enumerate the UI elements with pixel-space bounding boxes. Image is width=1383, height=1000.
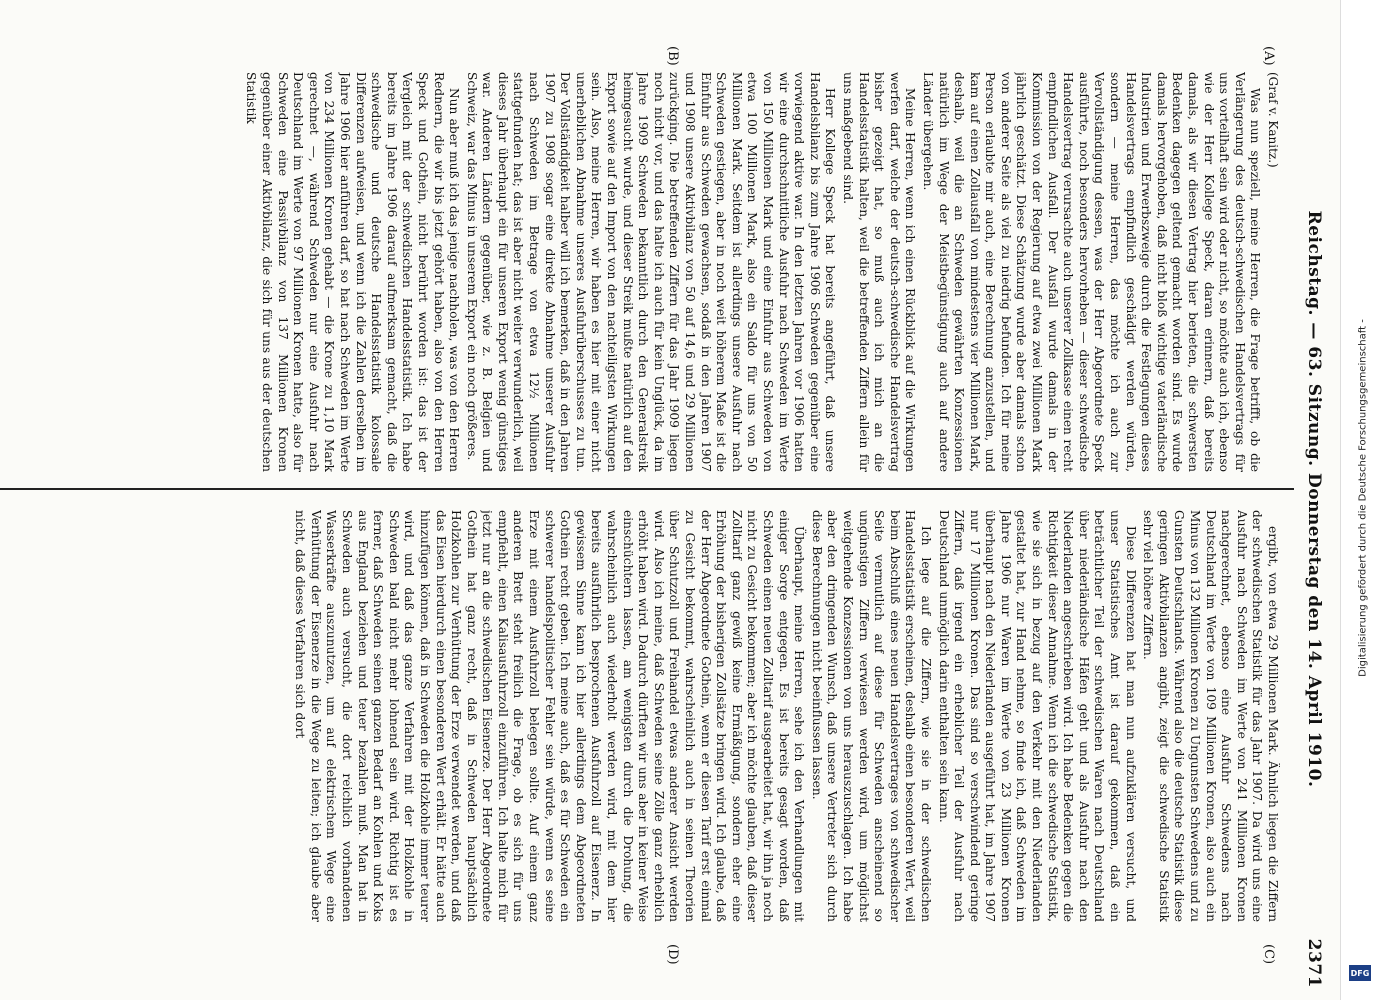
- paragraph: Was nun speziell, meine Herren, die Frage betrifft, ob die Verlängerung des deutsch-schwedischen Handelsvertrags für uns vorteilhaft sein wird oder nicht, so möchte auch ich, ebenso wie der Herr Kollege Speck, daran erinnern, daß bereits damals, als wir diesen Vertrag hier berieten, die schwersten Bedenken dagegen geltend gemacht worden sind. Es wurde damals hervorgehoben, daß nicht bloß wichtige vaterländische Industrien und Erwerbszweige durch die Festlegungen dieses Handelsvertrags empfindlich geschädigt werden würden, sondern — meine Herren, das möchte ich auch zur Vervollständigung dessen, was der Herr Abgeordnete Speck ausführte, noch besonders hervorheben — dieser schwedische Handelsvertrag verursachte auch unserer Zollkasse einen recht empfindlichen Ausfall. Der Ausfall wurde damals in der Kommission von der Regierung auf etwa zwei Millionen Mark jährlich geschätzt. Diese Schätzung wurde aber damals schon von anderer Seite als viel zu niedrig befunden. Ich für meine Person erlaubte mir auch, eine Berechnung anzustellen, und kam auf einen Zollausfall von mindestens vier Millionen Mark, deshalb, weil die an Schweden gewährten Konzessionen natürlich im Wege der Meistbegünstigung auch auf andere Länder übergehen.: [920, 72, 1263, 472]
- left-text-column: [0, 72, 1280, 472]
- column-divider: [0, 488, 1294, 490]
- paragraph: ergibt, von etwa 29 Millionen Mark. Ähnlich liegen die Ziffern der schwedischen Statistik für das Jahr 1907. Da wird uns eine Ausfuhr nach Schweden im Werte von 241 Millionen Kronen nachgerechnet, ebenso eine Ausfuhr Schwedens nach Deutschland im Werte von 109 Millionen Kronen, also auch ein Minus von 132 Millionen Kronen zu Ungunsten Schwedens und zu Gunsten Deutschlands. Während also die deutsche Statistik diese geringen Aktivbilanzen angibt, zeigt die schwedische Statistik sehr viel höhere Ziffern.: [1141, 510, 1280, 922]
- margin-letter-d: (D): [665, 944, 680, 965]
- speaker-label: (Graf v. Kanitz.): [1266, 72, 1280, 168]
- page-number: 2371: [1304, 938, 1324, 988]
- margin-letter-c: (C): [1261, 944, 1276, 965]
- dfg-credit-text: Digitalisierung gefördert durch die Deutsche Forschungsgemeinschaft -: [1357, 319, 1369, 677]
- paragraph: Herr Kollege Speck hat bereits angeführt, daß unsere Handelsbilanz bis zum Jahre 1906 Schweden gegenüber eine vorwiegend aktive war. In den letzten Jahren vor 1906 hatten wir eine durchschnittliche Ausfuhr nach Schweden im Werte von 150 Millionen Mark und eine Einfuhr aus Schweden von etwa 100 Millionen Mark, also ein Saldo für uns von 50 Millionen Mark. Seitdem ist allerdings unsere Ausfuhr nach Schweden gestiegen, aber in noch weit höherem Maße ist die Einfuhr aus Schweden gewachsen, sodaß in den Jahren 1907 und 1908 unsere Aktivbilanz von 50 auf 14,6 und 29 Millionen zurückging. Die betreffenden Ziffern für das Jahr 1909 liegen noch nicht vor, und das halte ich auch für kein Unglück, da im Jahre 1909 Schweden bekanntlich durch den Generalstreik heimgesucht wurde, und dieser Streik mußte natürlich auf den Export sowie auf den Import von den nachteiligsten Wirkungen sein. Also, meine Herren, wir haben es hier mit einer nicht unerheblichen Abnahme unseres Ausfuhrüberschusses zu tun. Der Vollständigkeit halber will ich bemerken, daß in den Jahren 1907 zu 1908 sogar eine direkte Abnahme unserer Ausfuhr nach Schweden im Betrage von etwa 12½ Millionen stattgefunden hat; das ist aber nicht weiter verwunderlich, weil dieses Jahr überhaupt ein für unseren Export wenig günstiges war. Anderen Ländern gegenüber, wie z. B. Belgien und Schweiz, war das Minus in unserem Export ein noch größeres.: [464, 72, 838, 472]
- digitization-credit-strip: [1340, 0, 1383, 1000]
- right-text-column: [0, 510, 1280, 922]
- page-header: [1298, 10, 1326, 988]
- dfg-logo: DFG: [1349, 965, 1371, 981]
- paragraph: Ich lege auf die Ziffern, wie sie in der schwedischen Handelsstatistik erscheinen, deshalb einen besonderen Wert, weil beim Abschluß eines neuen Handelsvertrages von schwedischer Seite vermutlich auf diese für Schweden anscheinend so ungünstigen Ziffern verwiesen werden wird, um möglichst weitgehende Konzessionen von uns herauszuschlagen. Ich habe aber den dringenden Wunsch, daß unsere Vertreter sich durch diese Berechnungen nicht beeinflussen lassen.: [809, 510, 933, 922]
- paragraph: Meine Herren, wenn ich einen Rückblick auf die Wirkungen werfen darf, welche der deutsch-schwedische Handelsvertrag bisher gezeigt hat, so muß auch ich mich an die Handelsstatistik halten, weil die betreffenden Ziffern allein für uns maßgebend sind.: [840, 72, 918, 472]
- page-title: Reichstag. — 63. Sitzung. Donnerstag den 14. April 1910.: [1304, 210, 1324, 788]
- paragraph: Überhaupt, meine Herren, sehe ich den Verhandlungen mit einiger Sorge entgegen. Es ist bereits gesagt worden, daß Schweden einen neuen Zolltarif ausgearbeitet hat, wir ihn ja noch nicht zu Gesicht bekommen; aber ich möchte glauben, daß dieser Zolltarif ganz gewiß keine Ermäßigung, sondern eher eine Erhöhung der bisherigen Zollsätze bringen wird. Ich glaube, daß der Herr Abgeordnete Gothein, wenn er diesen Tarif erst einmal zu Gesicht bekommt, wahrscheinlich auch in seinen Theorien über Schutzzoll und Freihandel etwas anderer Ansicht werden wird. Also ich meine, daß Schweden seine Zölle ganz erheblich erhöht haben wird. Dadurch dürften wir uns aber in keiner Weise einschüchtern lassen, am wenigsten durch die Drohung, die wahrscheinlich auch wiederholt werden wird, mit dem hier bereits ausführlich besprochenen Ausfuhrzoll auf Eisenerz. In gewissem Sinne kann ich hier allerdings dem Abgeordneten Gothein recht geben. Ich meine auch, daß es für Schweden ein schwerer handelspolitischer Fehler sein würde, wenn es seine Erze mit einem Ausfuhrzoll belegen sollte. Auf einem ganz anderen Brett steht freilich die Frage, ob es sich für uns empfiehlt, einen Kalisausfuhrzoll einzuführen. Ich halte mich für jetzt nur an die schwedischen Eisenerze. Der Herr Abgeordnete Gothein hat ganz recht, daß in Schweden hauptsächlich Holzkohlen zur Verhüttung der Erze verwendet werden, und daß das Eisen hierdurch einen besonderen Wert erhält. Er hätte auch hinzufügen können, daß in Schweden die Holzkohle immer teurer wird, und daß das ganze Verfahren mit der Holzkohle in Schweden bald nicht mehr lohnend sein wird. Richtig ist es ferner, daß Schweden seinen ganzen Bedarf an Kohlen und Koks aus England beziehen und teuer bezahlen muß. Man hat in Schweden auch versucht, die dort reichlich vorhandenen Wasserkräfte auszunutzen, um auf elektrischem Wege eine Verhüttung der Eisenerze in die Wege zu leiten; ich glaube aber nicht, daß dieses Verfahren sich dort: [293, 510, 807, 922]
- paragraph: Diese Differenzen hat man nun aufzuklären versucht, und unser Statistisches Amt ist darauf gekommen, daß ein beträchtlicher Teil der schwedischen Waren nach Deutschland über niederländische Häfen geht und als Ausfuhr nach den Niederlanden angeschrieben wird. Ich habe Bedenken gegen die Richtigkeit dieser Annahme. Wenn ich die schwedische Statistik, wie sie sich in bezug auf den Verkehr mit den Niederlanden gestaltet hat, zur Hand nehme, so finde ich, daß Schweden im Jahre 1906 nur Waren im Werte von 23 Millionen Kronen überhaupt nach den Niederlanden ausgeführt hat, im Jahre 1907 nur 17 Millionen Kronen. Das sind so verschwindend geringe Ziffern, daß irgend ein erheblicher Teil der Ausfuhr nach Deutschland unmöglich darin enthalten sein kann.: [936, 510, 1138, 922]
- margin-letter-a: (A): [1261, 46, 1276, 66]
- paragraph: Nun aber muß ich das jenige nachholen, was von den Herren Rednern, die wir bis jetzt gehört haben, also von den Herren Speck und Gothein, nicht berührt worden ist: das ist der Vergleich mit der schwedischen Handelsstatistik. Ich habe bereits im Jahre 1906 darauf aufmerksam gemacht, daß die schwedische und deutsche Handelsstatistik kolossale Differenzen aufweisen, und wenn ich die Zahlen derselben im Jahre 1906 hier anführen darf, so hat nach Schweden im Werte von 234 Millionen Kronen gehabt — die Krone zu 1,10 Mark gerechnet —, während Schweden nur eine Ausfuhr nach Deutschland im Werte von 97 Millionen Kronen hatte, also für Schweden eine Passivbilanz von 137 Millionen Kronen gegenüber einer Aktivbilanz, die sich für uns aus der deutschen Statistik: [244, 72, 462, 472]
- margin-letter-b: (B): [665, 46, 680, 66]
